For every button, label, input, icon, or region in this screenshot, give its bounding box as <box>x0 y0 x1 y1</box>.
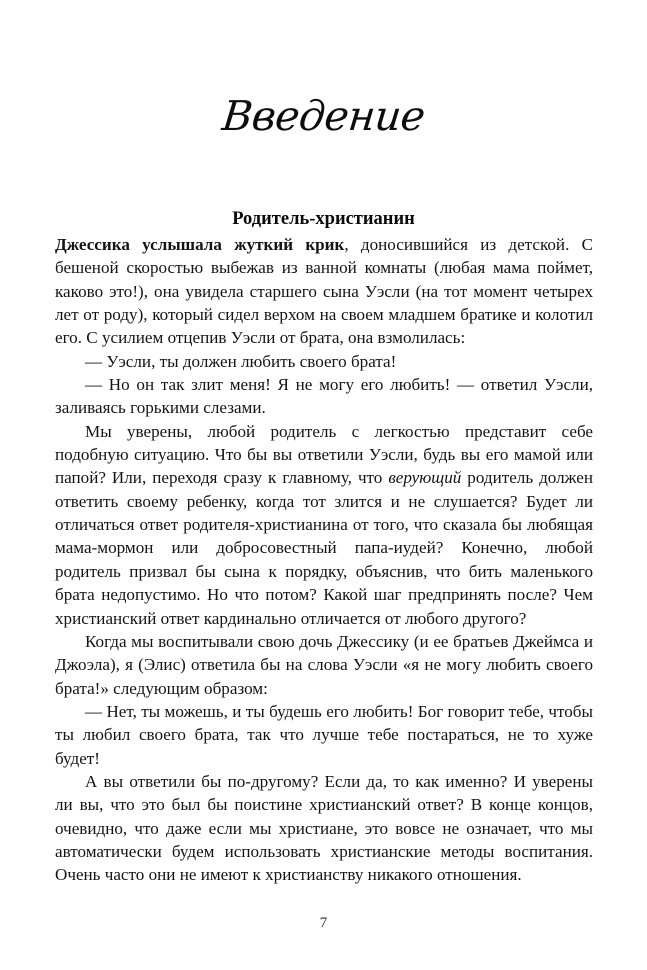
body-text <box>55 233 593 887</box>
paragraph-opening-rest: , доносившийся из детской. С бешеной скоростью выбежав из ванной комнаты (любая мама поймет, каково это!), она увидела старшего сына Уэсли (на тот момент четырех лет от роду), который сидел верхом на своем младшем братике и колотил его. С усилием отцепив Уэсли от брата, она взмолилась: <box>55 235 593 348</box>
paragraph-closing: А вы ответили бы по-другому? Если да, то как именно? И уверены ли вы, что это был бы поистине христианский ответ? В конце концов, очевидно, что даже если мы христиане, это вовсе не означает, что мы автоматически будем использовать христианские методы воспитания. Очень часто они не имеют к христианству никакого отношения. <box>55 771 593 885</box>
dialogue-line-3: — Нет, ты можешь, и ты будешь его любить! Бог говорит тебе, чтобы ты любил своего брата, так что лучше тебе постараться, не то хуже будет! <box>55 701 593 768</box>
emphasis-believing: верующий <box>388 468 462 488</box>
paragraph-opening <box>55 233 593 350</box>
paragraph-reflection-part2: родитель должен ответить своему ребенку, когда тот злится и не слушается? Будет ли отличаться ответ родителя-христианина от того, что сказала бы любящая мама-мормон или добросовестный папа-иудей? Конечно, любой родитель призвал бы сына к порядку, объяснив, что бить маленького брата недопустимо. Но что потом? Какой шаг предпринять после? Чем христианский ответ кардинально отличается от любого другого? <box>55 468 593 628</box>
paragraph-family-story: Когда мы воспитывали свою дочь Джессику (и ее братьев Джеймса и Джоэла), я (Элис) ответила бы на слова Уэсли «я не могу любить своего брата!» следующим образом: <box>55 631 593 698</box>
page-number: 7 <box>319 915 328 931</box>
dialogue-line-1: — Уэсли, ты должен любить своего брата! <box>85 351 397 371</box>
section-heading: Родитель-христианин <box>232 209 415 230</box>
paragraph-reflection <box>55 420 593 630</box>
chapter-title: Введение <box>219 92 428 140</box>
paragraph-reflection-part1: Мы уверены, любой родитель с легкостью представит себе подобную ситуацию. Что бы вы ответили Уэсли, будь вы его мамой или папой? Или, переходя сразу к главному, что <box>55 421 593 488</box>
lead-in-bold: Джессика услышала жуткий крик <box>55 235 345 254</box>
dialogue-line-2: — Но он так злит меня! Я не могу его любить! — ответил Уэсли, заливаясь горькими слезами. <box>55 375 593 418</box>
